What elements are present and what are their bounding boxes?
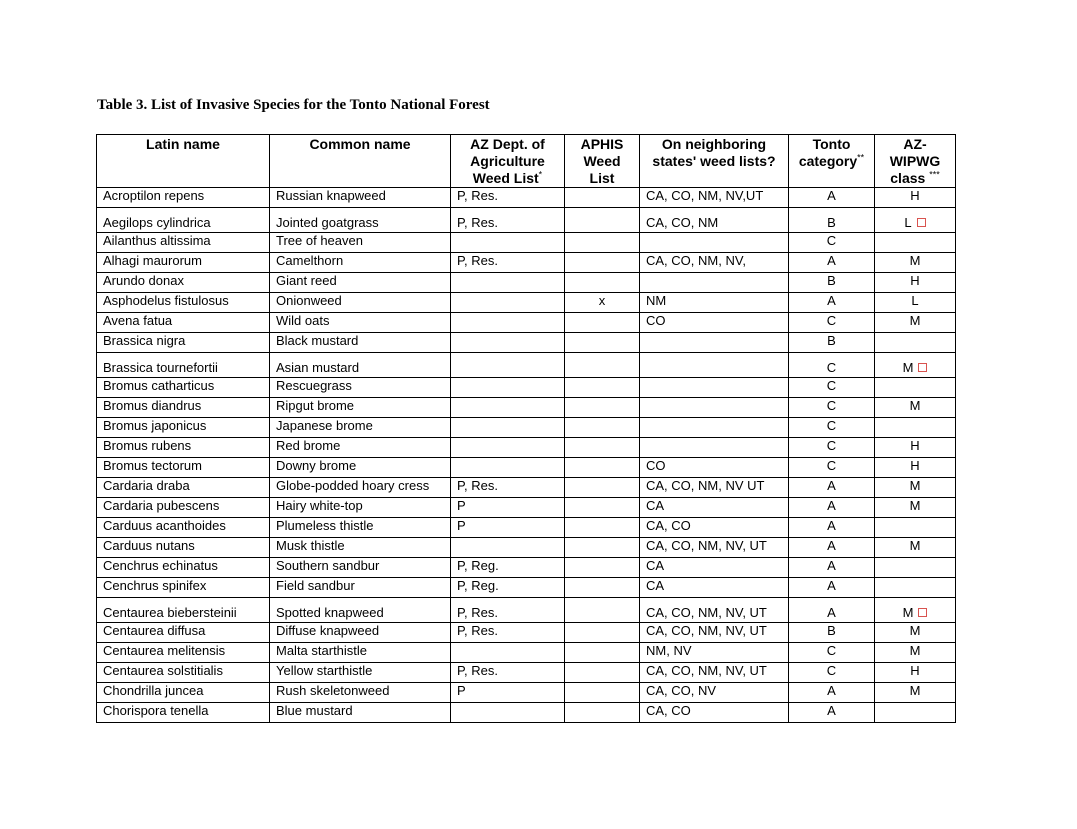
table-row (97, 313, 956, 333)
cell-latin-name: Carduus acanthoides (97, 518, 270, 538)
cell-aphis-weed-list (565, 598, 640, 623)
cell-latin-name: Brassica nigra (97, 333, 270, 353)
cell-latin-name: Asphodelus fistulosus (97, 293, 270, 313)
red-square-marker-icon (918, 363, 927, 372)
cell-latin-name: Centaurea solstitialis (97, 663, 270, 683)
cell-az-dept-agriculture: P, Res. (451, 208, 565, 233)
cell-neighboring-states (640, 273, 789, 293)
cell-az-wipwg-class (875, 578, 956, 598)
cell-az-dept-agriculture: P, Res. (451, 253, 565, 273)
cell-az-wipwg-class (875, 703, 956, 723)
cell-common-name: Wild oats (270, 313, 451, 333)
cell-latin-name: Cardaria draba (97, 478, 270, 498)
cell-az-wipwg-class: M (875, 478, 956, 498)
cell-tonto-category: C (789, 353, 875, 378)
cell-common-name: Camelthorn (270, 253, 451, 273)
cell-az-wipwg-class: M (875, 398, 956, 418)
cell-latin-name: Cenchrus spinifex (97, 578, 270, 598)
cell-az-wipwg-class: M (875, 683, 956, 703)
cell-neighboring-states: CA (640, 558, 789, 578)
table-row (97, 208, 956, 233)
table-row (97, 598, 956, 623)
cell-common-name: Asian mustard (270, 353, 451, 378)
cell-common-name: Red brome (270, 438, 451, 458)
cell-az-dept-agriculture: P, Res. (451, 478, 565, 498)
cell-neighboring-states: CO (640, 313, 789, 333)
cell-az-wipwg-class: M (875, 313, 956, 333)
cell-az-dept-agriculture: P, Res. (451, 188, 565, 208)
cell-aphis-weed-list (565, 558, 640, 578)
cell-common-name: Southern sandbur (270, 558, 451, 578)
cell-neighboring-states (640, 333, 789, 353)
cell-neighboring-states: CA, CO, NV (640, 683, 789, 703)
cell-common-name: Musk thistle (270, 538, 451, 558)
cell-tonto-category: C (789, 663, 875, 683)
cell-aphis-weed-list (565, 578, 640, 598)
cell-tonto-category: C (789, 418, 875, 438)
cell-common-name: Russian knapweed (270, 188, 451, 208)
cell-az-dept-agriculture: P, Reg. (451, 578, 565, 598)
cell-tonto-category: A (789, 598, 875, 623)
cell-neighboring-states: CA (640, 498, 789, 518)
cell-aphis-weed-list (565, 438, 640, 458)
cell-neighboring-states: CA, CO, NM, NV, (640, 253, 789, 273)
cell-az-dept-agriculture (451, 398, 565, 418)
cell-tonto-category: A (789, 518, 875, 538)
cell-neighboring-states (640, 233, 789, 253)
cell-latin-name: Carduus nutans (97, 538, 270, 558)
cell-az-wipwg-class: M (875, 253, 956, 273)
cell-neighboring-states (640, 398, 789, 418)
cell-az-dept-agriculture: P, Res. (451, 598, 565, 623)
table-row (97, 273, 956, 293)
cell-tonto-category: A (789, 683, 875, 703)
cell-az-dept-agriculture: P (451, 518, 565, 538)
cell-az-wipwg-class: M (875, 353, 956, 378)
cell-tonto-category: A (789, 498, 875, 518)
cell-latin-name: Centaurea biebersteinii (97, 598, 270, 623)
cell-az-wipwg-class (875, 418, 956, 438)
cell-common-name: Tree of heaven (270, 233, 451, 253)
cell-latin-name: Acroptilon repens (97, 188, 270, 208)
cell-aphis-weed-list (565, 233, 640, 253)
table-row (97, 558, 956, 578)
cell-tonto-category: C (789, 458, 875, 478)
cell-az-dept-agriculture (451, 273, 565, 293)
cell-neighboring-states: CA, CO, NM, NV,UT (640, 188, 789, 208)
red-square-marker-icon (918, 608, 927, 617)
cell-tonto-category: B (789, 623, 875, 643)
cell-neighboring-states: CO (640, 458, 789, 478)
header-tonto-category: Tonto category** (789, 135, 875, 188)
table-row (97, 188, 956, 208)
cell-az-wipwg-class (875, 558, 956, 578)
cell-common-name: Diffuse knapweed (270, 623, 451, 643)
cell-az-dept-agriculture: P, Res. (451, 663, 565, 683)
cell-common-name: Ripgut brome (270, 398, 451, 418)
cell-common-name: Hairy white-top (270, 498, 451, 518)
header-latin-name: Latin name (97, 135, 270, 188)
cell-tonto-category: A (789, 578, 875, 598)
header-common-name: Common name (270, 135, 451, 188)
cell-neighboring-states: CA, CO, NM, NV, UT (640, 538, 789, 558)
cell-az-wipwg-class: H (875, 273, 956, 293)
cell-az-wipwg-class: H (875, 438, 956, 458)
cell-az-dept-agriculture: P (451, 683, 565, 703)
cell-latin-name: Brassica tournefortii (97, 353, 270, 378)
cell-neighboring-states (640, 438, 789, 458)
cell-az-wipwg-class: M (875, 498, 956, 518)
cell-latin-name: Chorispora tenella (97, 703, 270, 723)
cell-az-dept-agriculture (451, 458, 565, 478)
cell-common-name: Spotted knapweed (270, 598, 451, 623)
cell-az-dept-agriculture (451, 378, 565, 398)
cell-az-wipwg-class (875, 233, 956, 253)
header-az-wipwg-class: AZ- WIPWG class *** (875, 135, 956, 188)
cell-tonto-category: C (789, 378, 875, 398)
cell-latin-name: Aegilops cylindrica (97, 208, 270, 233)
table-row (97, 333, 956, 353)
table-row (97, 458, 956, 478)
cell-latin-name: Chondrilla juncea (97, 683, 270, 703)
cell-az-wipwg-class: M (875, 623, 956, 643)
cell-az-dept-agriculture (451, 293, 565, 313)
red-square-marker-icon (917, 218, 926, 227)
cell-tonto-category: A (789, 478, 875, 498)
cell-neighboring-states: CA, CO, NM, NV UT (640, 478, 789, 498)
table-row (97, 538, 956, 558)
cell-az-wipwg-class: H (875, 188, 956, 208)
header-neighboring-states: On neighboring states' weed lists? (640, 135, 789, 188)
cell-az-wipwg-class: M (875, 538, 956, 558)
cell-tonto-category: B (789, 273, 875, 293)
cell-neighboring-states: CA, CO, NM, NV, UT (640, 623, 789, 643)
cell-az-dept-agriculture (451, 418, 565, 438)
table-row (97, 498, 956, 518)
cell-tonto-category: C (789, 398, 875, 418)
cell-common-name: Field sandbur (270, 578, 451, 598)
cell-common-name: Onionweed (270, 293, 451, 313)
cell-az-dept-agriculture (451, 333, 565, 353)
cell-az-dept-agriculture (451, 313, 565, 333)
cell-aphis-weed-list (565, 538, 640, 558)
cell-az-wipwg-class: L (875, 208, 956, 233)
header-aphis-weed-list: APHIS Weed List (565, 135, 640, 188)
cell-tonto-category: C (789, 313, 875, 333)
cell-aphis-weed-list (565, 418, 640, 438)
cell-neighboring-states: CA, CO (640, 703, 789, 723)
cell-az-dept-agriculture (451, 643, 565, 663)
cell-common-name: Black mustard (270, 333, 451, 353)
cell-common-name: Giant reed (270, 273, 451, 293)
cell-az-wipwg-class: M (875, 643, 956, 663)
invasive-species-table (96, 134, 956, 723)
table-row (97, 253, 956, 273)
cell-latin-name: Avena fatua (97, 313, 270, 333)
cell-aphis-weed-list (565, 703, 640, 723)
cell-latin-name: Bromus japonicus (97, 418, 270, 438)
cell-az-dept-agriculture (451, 353, 565, 378)
cell-latin-name: Cenchrus echinatus (97, 558, 270, 578)
cell-common-name: Jointed goatgrass (270, 208, 451, 233)
cell-neighboring-states: NM, NV (640, 643, 789, 663)
cell-neighboring-states: CA, CO, NM, NV, UT (640, 598, 789, 623)
cell-tonto-category: A (789, 703, 875, 723)
cell-tonto-category: A (789, 253, 875, 273)
cell-common-name: Japanese brome (270, 418, 451, 438)
header-az-dept-agriculture: AZ Dept. of Agriculture Weed List* (451, 135, 565, 188)
cell-az-dept-agriculture (451, 233, 565, 253)
table-row (97, 703, 956, 723)
cell-aphis-weed-list (565, 188, 640, 208)
cell-az-dept-agriculture: P (451, 498, 565, 518)
cell-neighboring-states: CA, CO, NM (640, 208, 789, 233)
cell-tonto-category: C (789, 438, 875, 458)
cell-az-dept-agriculture: P, Res. (451, 623, 565, 643)
cell-neighboring-states: CA, CO (640, 518, 789, 538)
cell-tonto-category: A (789, 538, 875, 558)
cell-neighboring-states: CA, CO, NM, NV, UT (640, 663, 789, 683)
table-row (97, 643, 956, 663)
cell-aphis-weed-list (565, 663, 640, 683)
cell-latin-name: Cardaria pubescens (97, 498, 270, 518)
cell-latin-name: Bromus catharticus (97, 378, 270, 398)
cell-az-wipwg-class (875, 518, 956, 538)
cell-aphis-weed-list (565, 273, 640, 293)
cell-az-dept-agriculture (451, 438, 565, 458)
cell-tonto-category: A (789, 293, 875, 313)
cell-az-wipwg-class: H (875, 458, 956, 478)
cell-aphis-weed-list (565, 313, 640, 333)
cell-tonto-category: C (789, 233, 875, 253)
cell-tonto-category: B (789, 208, 875, 233)
cell-tonto-category: C (789, 643, 875, 663)
cell-az-wipwg-class (875, 378, 956, 398)
cell-aphis-weed-list (565, 333, 640, 353)
table-row (97, 378, 956, 398)
table-row (97, 623, 956, 643)
cell-neighboring-states (640, 418, 789, 438)
cell-aphis-weed-list (565, 378, 640, 398)
cell-aphis-weed-list (565, 623, 640, 643)
table-caption: Table 3. List of Invasive Species for the Tonto National Forest (97, 97, 490, 113)
table-row (97, 578, 956, 598)
cell-aphis-weed-list (565, 458, 640, 478)
table-row (97, 438, 956, 458)
cell-latin-name: Arundo donax (97, 273, 270, 293)
cell-neighboring-states: NM (640, 293, 789, 313)
table-row (97, 683, 956, 703)
cell-latin-name: Centaurea diffusa (97, 623, 270, 643)
cell-latin-name: Bromus tectorum (97, 458, 270, 478)
cell-common-name: Downy brome (270, 458, 451, 478)
table-row (97, 353, 956, 378)
cell-az-dept-agriculture (451, 703, 565, 723)
cell-aphis-weed-list (565, 643, 640, 663)
cell-aphis-weed-list (565, 253, 640, 273)
cell-common-name: Malta starthistle (270, 643, 451, 663)
cell-latin-name: Alhagi maurorum (97, 253, 270, 273)
cell-latin-name: Bromus diandrus (97, 398, 270, 418)
cell-az-dept-agriculture (451, 538, 565, 558)
cell-az-wipwg-class: H (875, 663, 956, 683)
cell-az-wipwg-class: L (875, 293, 956, 313)
table-body (97, 188, 956, 723)
table-row (97, 233, 956, 253)
cell-latin-name: Centaurea melitensis (97, 643, 270, 663)
table-row (97, 663, 956, 683)
table-row (97, 518, 956, 538)
cell-aphis-weed-list: x (565, 293, 640, 313)
table-row (97, 418, 956, 438)
cell-neighboring-states: CA (640, 578, 789, 598)
cell-az-wipwg-class (875, 333, 956, 353)
cell-neighboring-states (640, 378, 789, 398)
cell-common-name: Globe-podded hoary cress (270, 478, 451, 498)
cell-tonto-category: B (789, 333, 875, 353)
cell-tonto-category: A (789, 188, 875, 208)
cell-tonto-category: A (789, 558, 875, 578)
header-row (97, 135, 956, 188)
cell-aphis-weed-list (565, 683, 640, 703)
cell-common-name: Rush skeletonweed (270, 683, 451, 703)
cell-aphis-weed-list (565, 208, 640, 233)
cell-latin-name: Ailanthus altissima (97, 233, 270, 253)
cell-common-name: Yellow starthistle (270, 663, 451, 683)
table-row (97, 398, 956, 418)
table-row (97, 478, 956, 498)
cell-neighboring-states (640, 353, 789, 378)
cell-aphis-weed-list (565, 518, 640, 538)
cell-latin-name: Bromus rubens (97, 438, 270, 458)
cell-common-name: Plumeless thistle (270, 518, 451, 538)
cell-aphis-weed-list (565, 478, 640, 498)
cell-aphis-weed-list (565, 398, 640, 418)
cell-aphis-weed-list (565, 353, 640, 378)
cell-common-name: Rescuegrass (270, 378, 451, 398)
cell-az-dept-agriculture: P, Reg. (451, 558, 565, 578)
cell-aphis-weed-list (565, 498, 640, 518)
table-row (97, 293, 956, 313)
cell-az-wipwg-class: M (875, 598, 956, 623)
cell-common-name: Blue mustard (270, 703, 451, 723)
